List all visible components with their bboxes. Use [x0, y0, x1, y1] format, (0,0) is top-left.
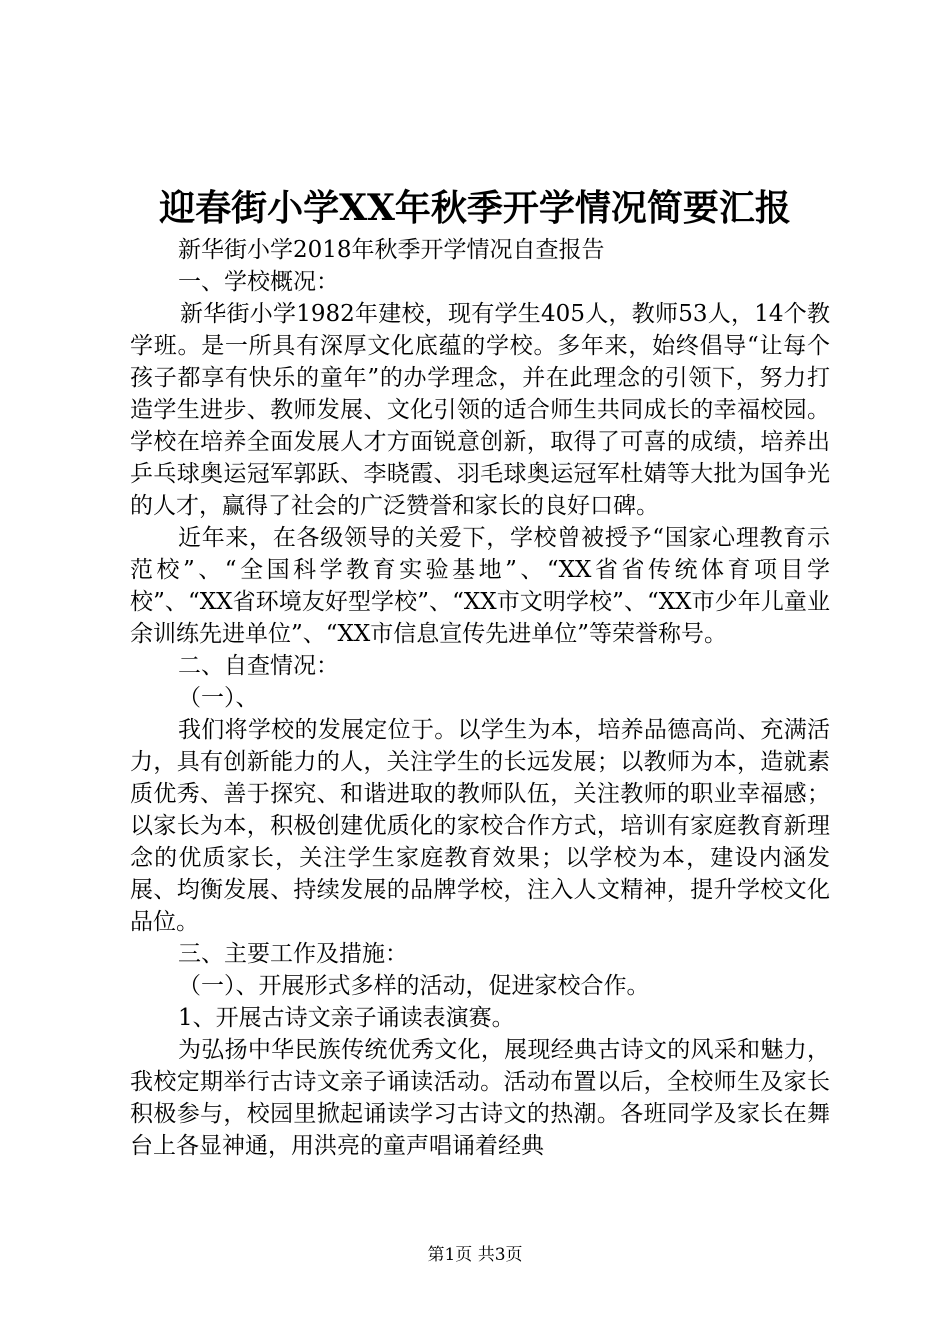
page-footer: 第1页 共3页: [427, 1245, 523, 1265]
report-subtitle: 新华街小学2018年秋季开学情况自查报告: [178, 237, 605, 263]
paragraph-honors: 近年来，在各级领导的关爱下，学校曾被授予“国家心理教育示范校”、“全国科学教育实验基地”、“XX省省传统体育项目学校”、“XX省环境友好型学校”、“XX市文明学校”、“XX市少年儿童业余训练先进单位”、“XX市信息宣传先进单位”等荣誉称号。: [130, 525, 830, 647]
document-title: 迎春街小学XX年秋季开学情况简要汇报: [159, 187, 791, 229]
item-heading-recitation: 1、开展古诗文亲子诵读表演赛。: [178, 1005, 515, 1031]
paragraph-recitation: 为弘扬中华民族传统优秀文化，展现经典古诗文的风采和魅力，我校定期举行古诗文亲子诵读活动。活动布置以后，全校师生及家长积极参与，校园里掀起诵读学习古诗文的热潮。各班同学及家长在舞台上各显神通，用洪亮的童声唱诵着经典: [130, 1037, 830, 1159]
subsection-heading-activities: （一）、开展形式多样的活动，促进家校合作。: [178, 973, 650, 999]
paragraph-school-overview: 新华街小学1982年建校，现有学生405人，教师53人，14个教学班。是一所具有深厚文化底蕴的学校。多年来，始终倡导“让每个孩子都享有快乐的童年”的办学理念，并在此理念的引领下，努力打造学生进步、教师发展、文化引领的适合师生共同成长的幸福校园。学校在培养全面发展人才方面锐意创新，取得了可喜的成绩，培养出乒乓球奥运冠军郭跃、李晓霞、羽毛球奥运冠军杜婧等大批为国争光的人才，赢得了社会的广泛赞誉和家长的良好口碑。: [130, 301, 830, 519]
section-heading-self-check: 二、自查情况：: [178, 653, 339, 679]
section-heading-measures: 三、主要工作及措施：: [178, 941, 408, 967]
paragraph-positioning: 我们将学校的发展定位于。以学生为本，培养品德高尚、充满活力，具有创新能力的人，关注学生的长远发展；以教师为本，造就素质优秀、善于探究、和谐进取的教师队伍，关注教师的职业幸福感；以家长为本，积极创建优质化的家校合作方式，培训有家庭教育新理念的优质家长，关注学生家庭教育效果；以学校为本，建设内涵发展、均衡发展、持续发展的品牌学校，注入人文精神，提升学校文化品位。: [130, 717, 830, 935]
subsection-heading-1: （一）、: [178, 685, 259, 711]
section-heading-overview: 一、学校概况：: [178, 269, 339, 295]
document-body: [130, 234, 830, 1162]
